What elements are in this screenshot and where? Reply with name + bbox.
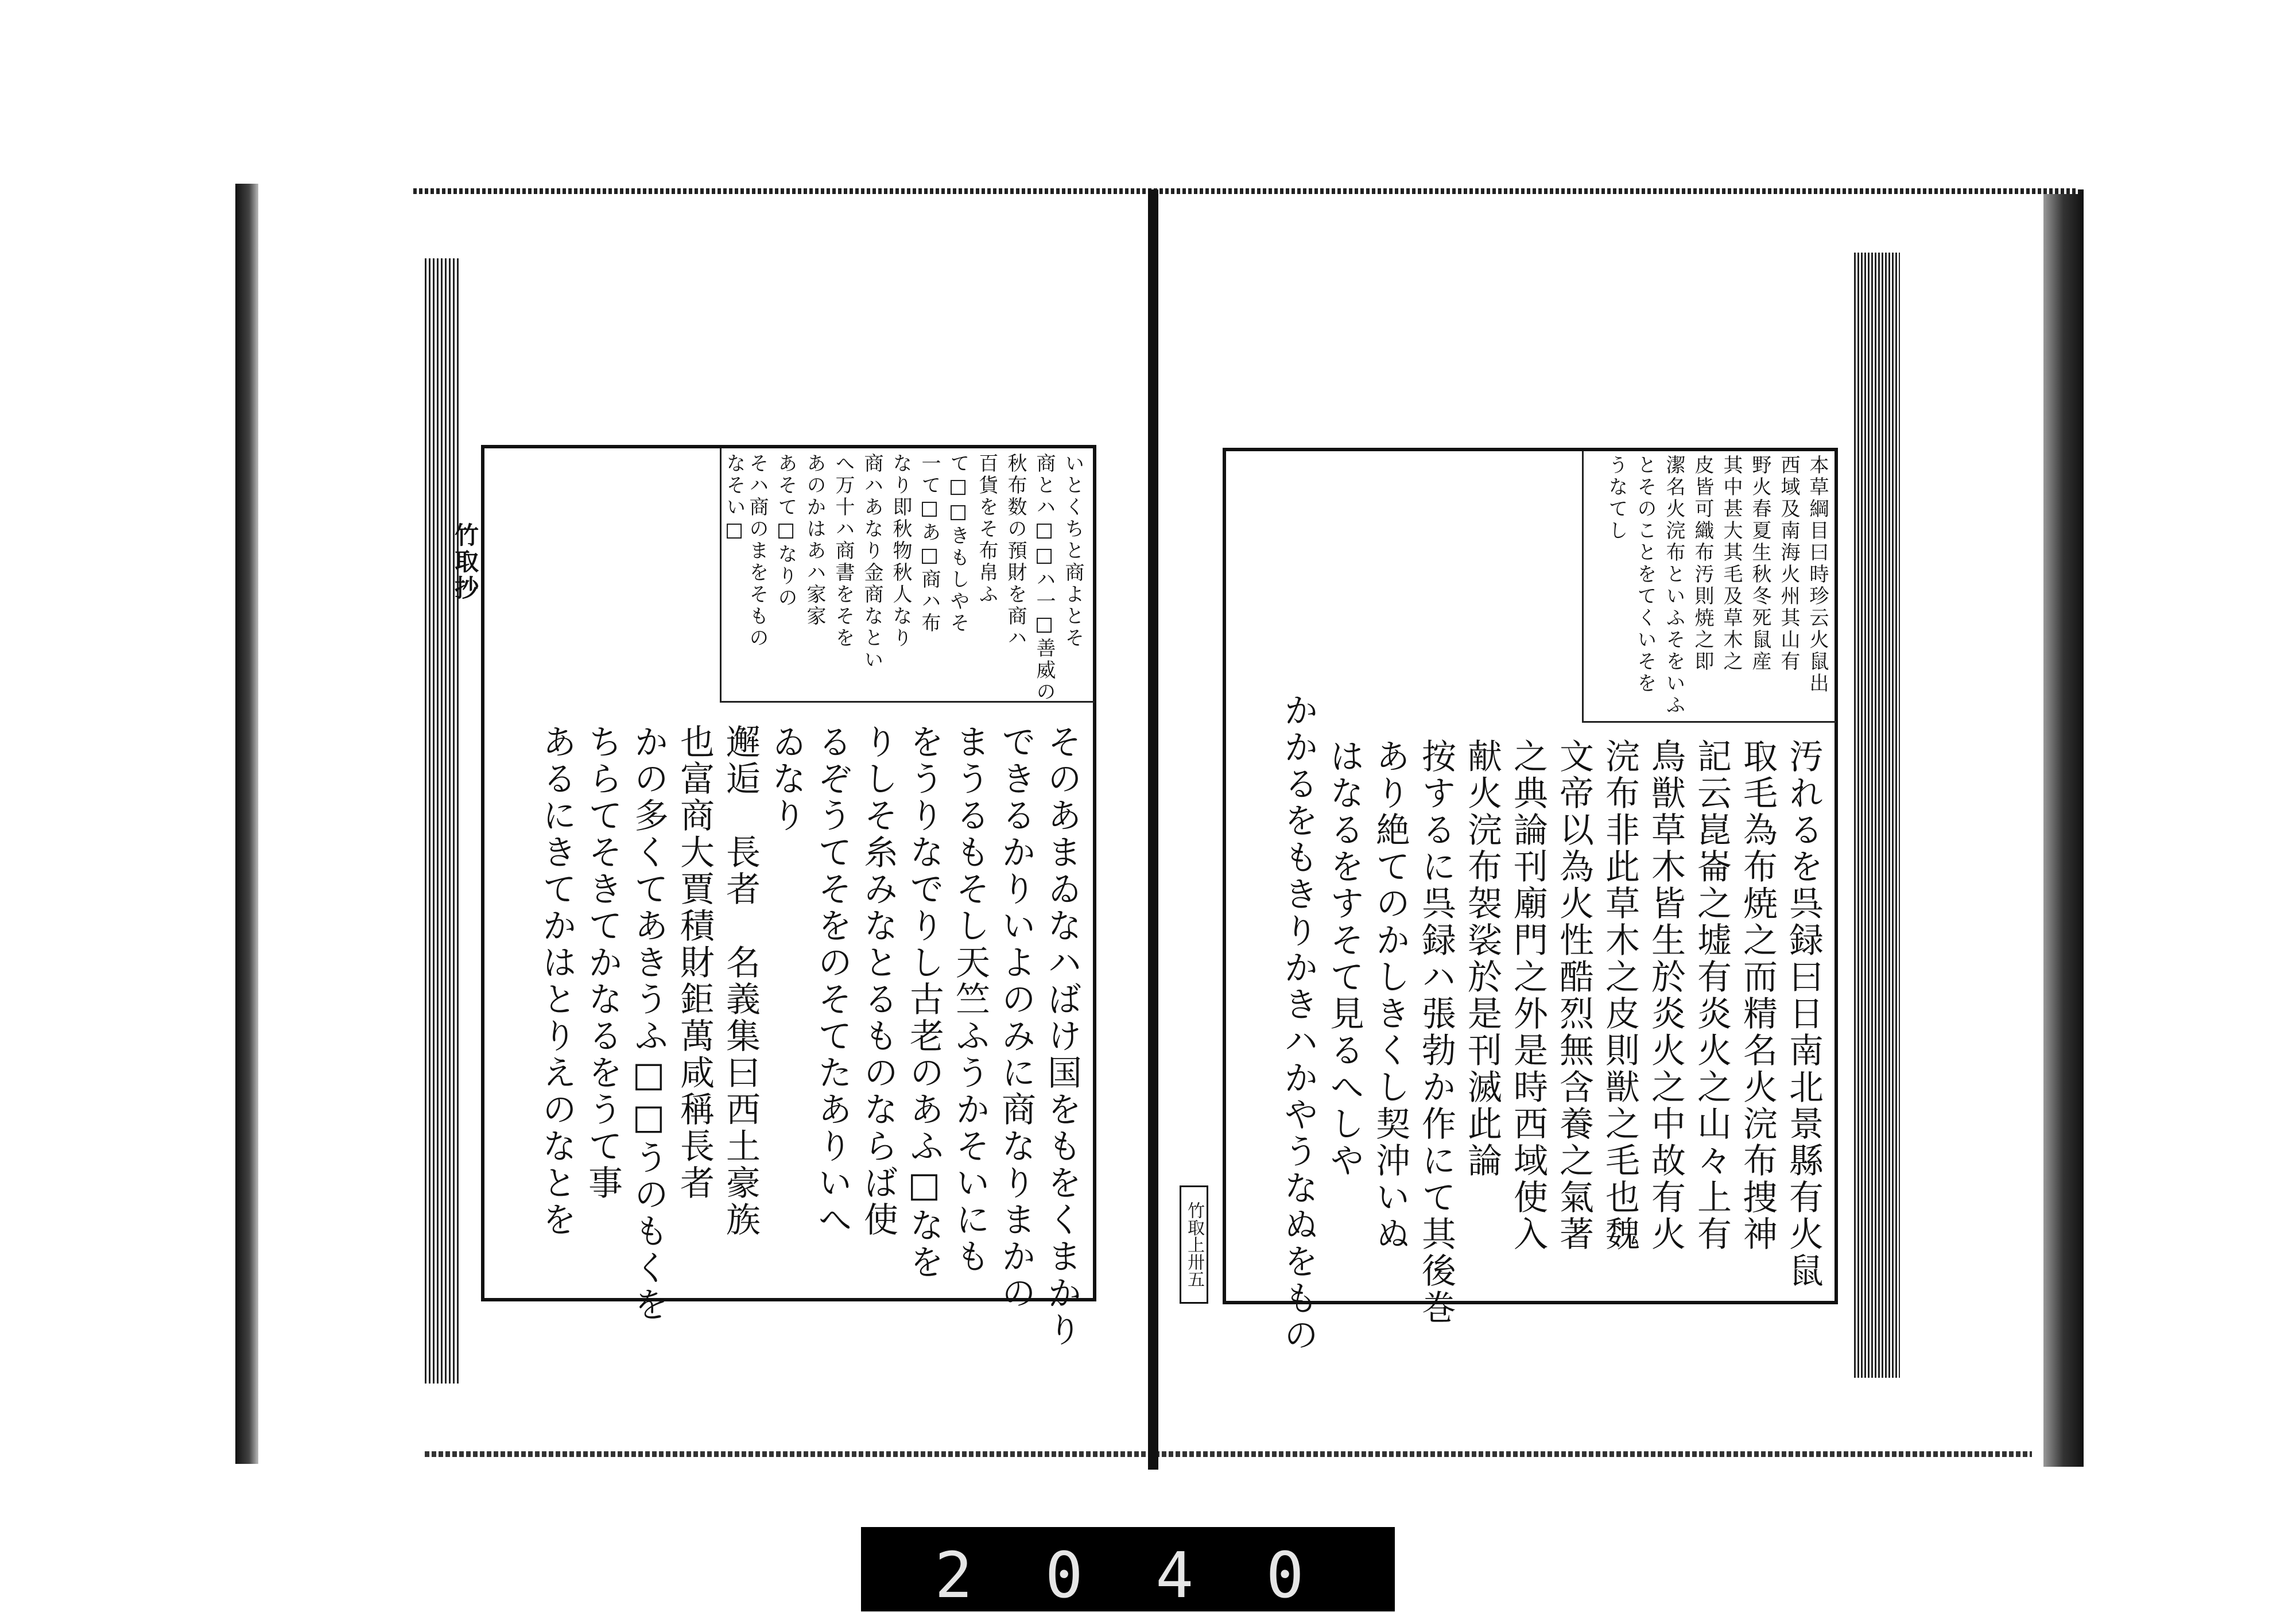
left-main-column: まうるもそし天竺ふうかそいにも — [950, 724, 990, 1275]
left-main-column: そのあまゐなハばけ国をもをくまかり — [1042, 724, 1082, 1348]
left-main-column: りしそ糸みなとるものならば使 — [858, 724, 898, 1238]
left-page-frame — [481, 445, 1096, 1348]
left-note-column: あそて□なりの — [774, 453, 797, 609]
left-main-column: あるにきてかはとりえのなとを — [537, 724, 577, 1238]
bottom-page-edge — [425, 1451, 2032, 1457]
left-note-column: 秋布数の預財を商ハ — [1004, 453, 1027, 649]
left-note-column: あのかはあハ家家 — [803, 453, 826, 627]
right-main-column: あり絶てのかしきくし契沖いぬ — [1370, 738, 1410, 1253]
left-main-column: ゐなり — [766, 724, 806, 834]
book-edge-left — [235, 184, 258, 1464]
right-main-column: かかるをもきりかきハかやうなぬをもの — [1278, 692, 1318, 1354]
page-stack-left — [425, 258, 459, 1384]
center-gutter — [1148, 189, 1158, 1470]
left-note-column: 商ハあなり金商なとい — [860, 453, 883, 671]
right-main-column: 按するに呉録ハ張勃か作にて其後巻 — [1416, 738, 1456, 1326]
right-main-column: 取毛為布焼之而精名火浣布捜神 — [1737, 738, 1778, 1253]
left-note-column: 百貨をそ布帛ふ — [975, 453, 998, 606]
right-main-column: 記云崑崙之墟有炎火之山々上有 — [1692, 738, 1732, 1253]
left-main-column: るぞうてそをのそてたありいへ — [812, 724, 852, 1238]
right-main-column: 汚れるを呉録曰日南北景縣有火鼠 — [1783, 738, 1824, 1289]
right-main-column: 之典論刊廟門之外是時西域使入 — [1508, 738, 1548, 1253]
right-main-column: はなるをすそて見るへしや — [1324, 738, 1364, 1179]
left-note-column: へ万十ハ商書をそを — [832, 453, 855, 649]
left-note-column: 一て□あ□商ハ布 — [918, 453, 941, 634]
running-title: 竹取抄 — [451, 522, 479, 602]
top-page-edge — [413, 188, 2078, 194]
book-edge-right — [2043, 189, 2084, 1467]
left-note-column: なそい□ — [723, 453, 746, 544]
left-main-column: できるかりいよのみに商なりまかの — [996, 724, 1036, 1312]
left-main-column: 也富商大賈積財鉅萬咸稱長者 — [674, 724, 715, 1202]
left-main-column: 邂逅 長者 名義集曰西土豪族 — [720, 724, 761, 1238]
archive-number-bar — [861, 1527, 1395, 1611]
right-main-column: 浣布非此草木之皮則獣之毛也魏 — [1600, 738, 1640, 1253]
right-note-column: 其中甚大其毛及草木之 — [1720, 455, 1743, 673]
right-note-column: 皮皆可織布汚則焼之即 — [1691, 455, 1714, 673]
right-note-column: 本草綱目曰時珍云火鼠出 — [1806, 455, 1829, 695]
left-note-column: 商とハ□□ハ一□善威の — [1033, 453, 1056, 703]
right-main-column: 献火浣布袈裟於是刊滅此論 — [1462, 738, 1502, 1179]
right-note-column: 西域及南海火州其山有 — [1777, 455, 1800, 673]
right-note-column: 潔名火浣布といふそをいふ — [1662, 455, 1685, 716]
left-main-column: かの多くてあきうふ□□うのもくを — [629, 724, 669, 1323]
left-main-column: ちらてそきてかなるをうて事 — [583, 724, 623, 1202]
page-number-marker: 竹取上卅五 — [1180, 1185, 1208, 1304]
right-main-column: 文帝以為火性酷烈無含養之氣著 — [1554, 738, 1594, 1253]
left-note-column: なり即秋物秋人なり — [889, 453, 912, 649]
page-stack-right — [1854, 253, 1900, 1378]
right-note-column: 野火春夏生秋冬死鼠産 — [1748, 455, 1771, 673]
right-page-frame — [1223, 448, 1838, 1354]
left-note-column: て□□きもしやそ — [947, 453, 969, 634]
left-note-column: そハ商のまをそもの — [746, 453, 769, 649]
archive-number: 2 0 4 0 — [934, 1539, 1321, 1612]
right-main-column: 鳥獣草木皆生於炎火之中故有火 — [1646, 738, 1686, 1253]
left-note-column: いとくちと商よとそ — [1061, 453, 1084, 649]
left-main-column: をうりなでりし古老のあふ□なを — [904, 724, 944, 1281]
right-note-column: うなてし — [1605, 455, 1628, 542]
right-note-column: とそのことをてくいそを — [1634, 455, 1657, 695]
